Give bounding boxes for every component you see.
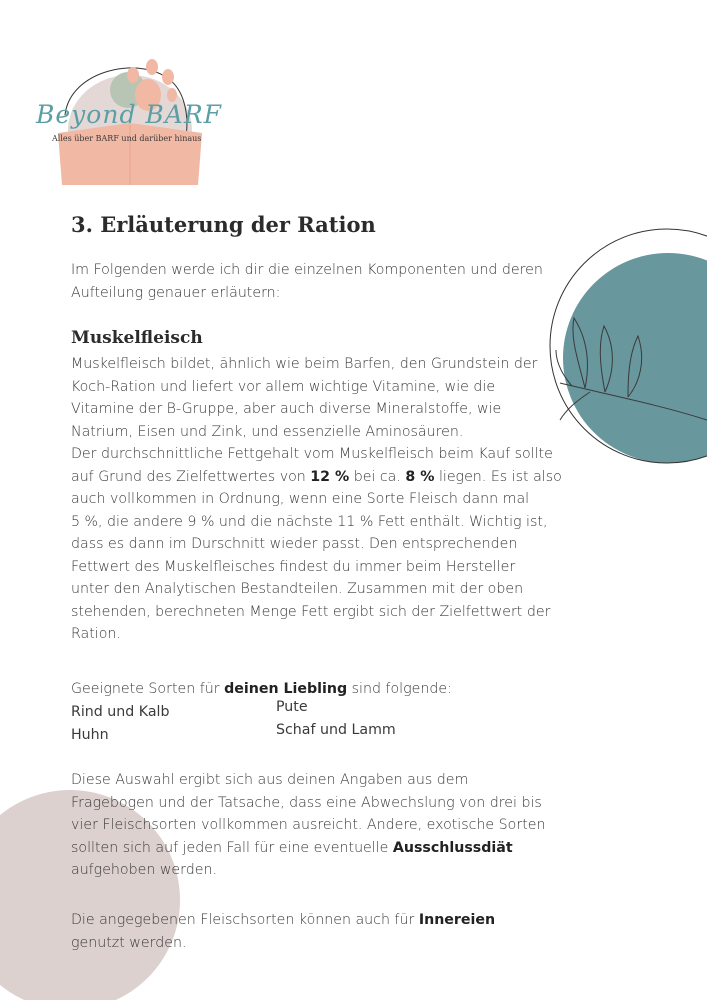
text-run: auf Grund des Zielfettwertes von	[71, 468, 311, 485]
selection-paragraph	[71, 769, 581, 882]
page-heading: 3. Erläuterung der Ration	[71, 212, 376, 237]
organs-paragraph	[71, 909, 581, 954]
text-run: Die angegebenen Fleischsorten können auch für	[71, 912, 419, 928]
text-line: Koch-Ration und liefert vor allem wichtige Vitamine, wie die	[71, 378, 496, 395]
list-item: Huhn	[71, 726, 109, 743]
text-line: Ration.	[71, 626, 121, 642]
text-line: Im Folgenden werde ich dir die einzelnen Komponenten und deren	[71, 262, 543, 278]
text-line: aufgehoben werden.	[71, 862, 217, 878]
section-title: Muskelfleisch	[71, 328, 203, 348]
text-run: Geeignete Sorten für	[71, 681, 225, 697]
list-item: Schaf und Lamm	[276, 721, 396, 738]
target-fat-value: 12 %	[310, 468, 350, 485]
text-line: Diese Auswahl ergibt sich aus deinen Angaben aus dem	[71, 772, 469, 788]
text-line: Fragebogen und der Tatsache, dass eine Abwechslung von drei bis	[71, 794, 542, 811]
list-item: Rind und Kalb	[71, 704, 170, 720]
logo-subtitle: Alles über BARF und darüber hinaus	[52, 134, 202, 143]
organs-bold: Innereien	[418, 912, 496, 928]
text-run: bei ca.	[349, 468, 406, 485]
text-line: unter den Analytischen Bestandteilen. Zusammen mit der oben	[71, 581, 524, 597]
logo-title: Beyond BARF	[36, 100, 222, 129]
text-run: liegen. Es ist also	[434, 468, 562, 485]
sorts-left-column	[71, 701, 170, 746]
text-line	[71, 466, 581, 489]
text-line: Der durchschnittliche Fettgehalt vom Muskelfleisch beim Kauf sollte	[71, 446, 553, 462]
pet-name-bold: deinen Liebling	[224, 681, 348, 697]
text-line: Aufteilung genauer erläutern:	[71, 284, 281, 301]
teal-circle-decoration	[563, 253, 707, 463]
elimination-diet-bold: Ausschlussdiät	[392, 839, 513, 856]
purchase-fat-value: 8 %	[405, 468, 435, 485]
text-line: Natrium, Eisen und Zink, und essenzielle Aminosäuren.	[71, 423, 464, 440]
muscle-meat-paragraph	[71, 353, 581, 646]
text-line: dass es dann im Durschnitt wieder passt. Den entsprechenden	[71, 536, 518, 552]
text-line	[71, 909, 581, 932]
text-line: stehenden, berechneten Menge Fett ergibt sich der Zielfettwert der	[71, 603, 551, 620]
sorts-right-column	[276, 696, 396, 741]
text-line: auch vollkommen in Ordnung, wenn eine Sorte Fleisch dann mal	[71, 491, 530, 507]
text-run: sind folgende:	[347, 681, 452, 697]
intro-paragraph	[71, 259, 581, 304]
text-line: Vitamine der B-Gruppe, aber auch diverse Mineralstoffe, wie	[71, 401, 502, 417]
text-line: 5 %, die andere 9 % und die nächste 11 % Fett enthält. Wichtig ist,	[71, 513, 548, 530]
text-line	[71, 837, 581, 860]
text-line: Fettwert des Muskelfleisches findest du immer beim Hersteller	[71, 558, 516, 575]
text-line: genutzt werden.	[71, 934, 187, 951]
text-run: sollten sich auf jeden Fall für eine eventuelle	[71, 839, 393, 856]
list-item: Pute	[276, 699, 308, 715]
text-line: Muskelfleisch bildet, ähnlich wie beim Barfen, den Grundstein der	[71, 356, 538, 372]
text-line: vier Fleischsorten vollkommen ausreicht. Andere, exotische Sorten	[71, 817, 546, 833]
